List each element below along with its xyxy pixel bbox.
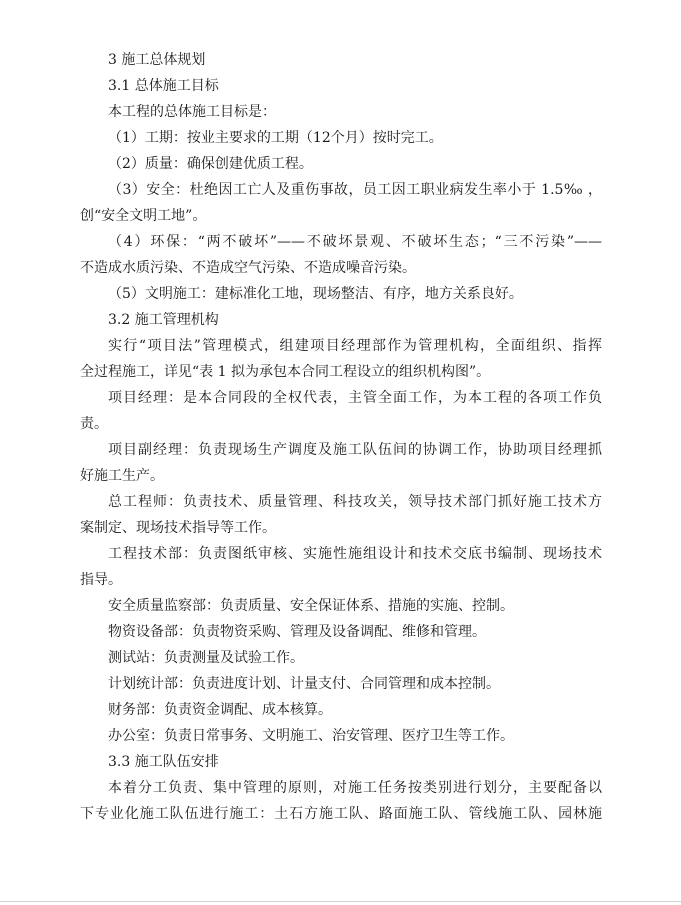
paragraph-line: （4）环保：“两不破坏”——不破坏景观、不破坏生态；“三不污染”—— <box>108 234 602 250</box>
paragraph-line: 指导。 <box>80 572 122 588</box>
paragraph-line: 项目经理：是本合同段的全权代表，主管全面工作，为本工程的各项工作负 <box>108 390 602 406</box>
page-bottom-rule <box>0 901 681 902</box>
paragraph-line: 测试站：负责测量及试验工作。 <box>108 650 304 666</box>
paragraph-line: 财务部：负责资金调配、成本核算。 <box>108 702 332 718</box>
section-heading: 3.3 施工队伍安排 <box>108 754 219 770</box>
paragraph-line: 项目副经理：负责现场生产调度及施工队伍间的协调工作，协助项目经理抓 <box>108 442 602 458</box>
section-heading: 本工程的总体施工目标是： <box>108 104 276 120</box>
paragraph-line: 全过程施工，详见“表 1 拟为承包本合同工程设立的组织机构图”。 <box>80 364 491 380</box>
section-heading: 3 施工总体规划 <box>108 52 206 68</box>
paragraph-line: 工程技术部：负责图纸审核、实施性施组设计和技术交底书编制、现场技术 <box>108 546 602 562</box>
paragraph-line: （3）安全：杜绝因工亡人及重伤事故，员工因工职业病发生率小于 1.5‰ ， <box>108 182 602 198</box>
paragraph-line: 总工程师：负责技术、质量管理、科技攻关，领导技术部门抓好施工技术方 <box>108 494 602 510</box>
paragraph-line: 不造成水质污染、不造成空气污染、不造成噪音污染。 <box>80 260 416 276</box>
paragraph-line: 实行“项目法”管理模式，组建项目经理部作为管理机构，全面组织、指挥 <box>108 338 602 354</box>
paragraph-line: （5）文明施工：建标准化工地，现场整洁、有序，地方关系良好。 <box>108 286 523 302</box>
paragraph-line: 好施工生产。 <box>80 468 164 484</box>
document-body <box>80 47 602 827</box>
paragraph-line: 案制定、现场技术指导等工作。 <box>80 520 276 536</box>
paragraph-line: （2）质量：确保创建优质工程。 <box>108 156 313 172</box>
paragraph-line: 创“安全文明工地”。 <box>80 208 207 224</box>
section-heading: 3.2 施工管理机构 <box>108 312 219 328</box>
paragraph-line: 责。 <box>80 416 108 432</box>
paragraph-line: 本着分工负责、集中管理的原则，对施工任务按类别进行划分，主要配备以 <box>108 780 602 796</box>
paragraph-line: 安全质量监察部：负责质量、安全保证体系、措施的实施、控制。 <box>108 598 514 614</box>
paragraph-line: 物资设备部：负责物资采购、管理及设备调配、维修和管理。 <box>108 624 486 640</box>
paragraph-line: 下专业化施工队伍进行施工：土石方施工队、路面施工队、管线施工队、园林施 <box>80 806 602 822</box>
paragraph-line: （1）工期：按业主要求的工期（12个月）按时完工。 <box>108 130 443 146</box>
paragraph-line: 计划统计部：负责进度计划、计量支付、合同管理和成本控制。 <box>108 676 500 692</box>
paragraph-line: 办公室：负责日常事务、文明施工、治安管理、医疗卫生等工作。 <box>108 728 514 744</box>
section-heading: 3.1 总体施工目标 <box>108 78 219 94</box>
